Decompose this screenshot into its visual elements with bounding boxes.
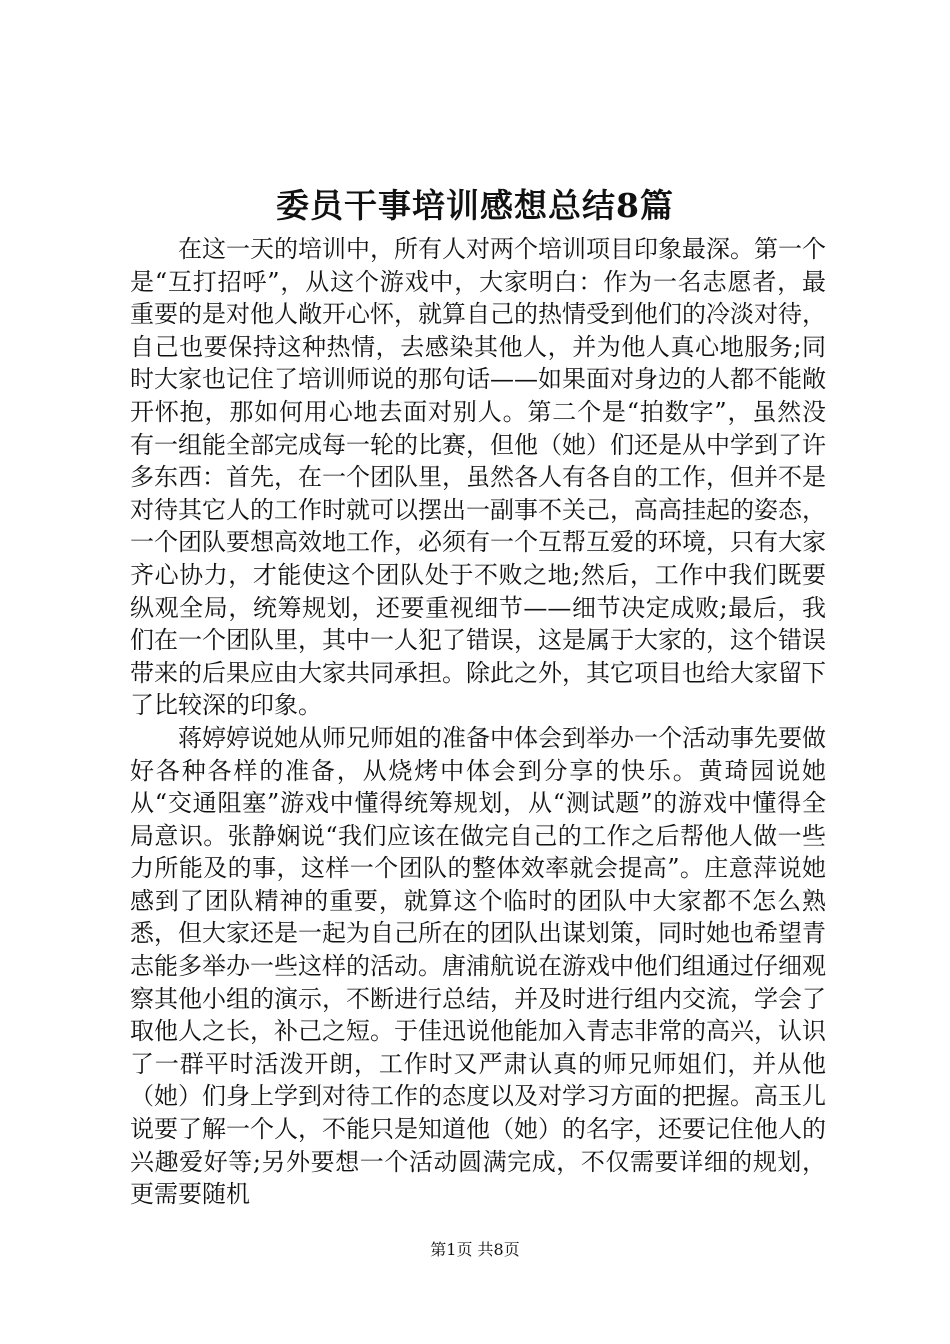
document-title: 委员干事培训感想总结8篇 xyxy=(276,186,674,225)
paragraph-2: 蒋婷婷说她从师兄师姐的准备中体会到举办一个活动事先要做好各种各样的准备，从烧烤中体会到分享的快乐。黄琦园说她从“交通阻塞”游戏中懂得统筹规划，从“测试题”的游戏中懂得全局意识。张静娴说“我们应该在做完自己的工作之后帮他人做一些力所能及的事，这样一个团队的整体效率就会提高”。庄意萍说她感到了团队精神的重要，就算这个临时的团队中大家都不怎么熟悉，但大家还是一起为自己所在的团队出谋划策，同时她也希望青志能多举办一些这样的活动。唐浦航说在游戏中他们组通过仔细观察其他小组的演示，不断进行总结，并及时进行组内交流，学会了取他人之长，补己之短。于佳迅说他能加入青志非常的高兴，认识了一群平时活泼开朗，工作时又严肃认真的师兄师姐们，并从他（她）们身上学到对待工作的态度以及对学习方面的把握。高玉儿说要了解一个人，不能只是知道他（她）的名字，还要记住他人的兴趣爱好等;另外要想一个活动圆满完成，不仅需要详细的规划，更需要随机 xyxy=(130,723,826,1209)
paragraph-1: 在这一天的培训中，所有人对两个培训项目印象最深。第一个是“互打招呼”，从这个游戏中，大家明白：作为一名志愿者，最重要的是对他人敞开心怀，就算自己的热情受到他们的冷淡对待，自己也要保持这种热情，去感染其他人，并为他人真心地服务;同时大家也记住了培训师说的那句话——如果面对身边的人都不能敞开怀抱，那如何用心地去面对别人。第二个是“拍数字”，虽然没有一组能全部完成每一轮的比赛，但他（她）们还是从中学到了许多东西：首先，在一个团队里，虽然各人有各自的工作，但并不是对待其它人的工作时就可以摆出一副事不关己，高高挂起的姿态，一个团队要想高效地工作，必须有一个互帮互爱的环境，只有大家齐心协力，才能使这个团队处于不败之地;然后，工作中我们既要纵观全局，统筹规划，还要重视细节——细节决定成败;最后，我们在一个团队里，其中一人犯了错误，这是属于大家的，这个错误带来的后果应由大家共同承担。除此之外，其它项目也给大家留下了比较深的印象。 xyxy=(130,235,826,720)
page-number: 第1页 共8页 xyxy=(430,1240,520,1259)
document-body xyxy=(130,233,826,1211)
page-footer xyxy=(0,1239,950,1261)
